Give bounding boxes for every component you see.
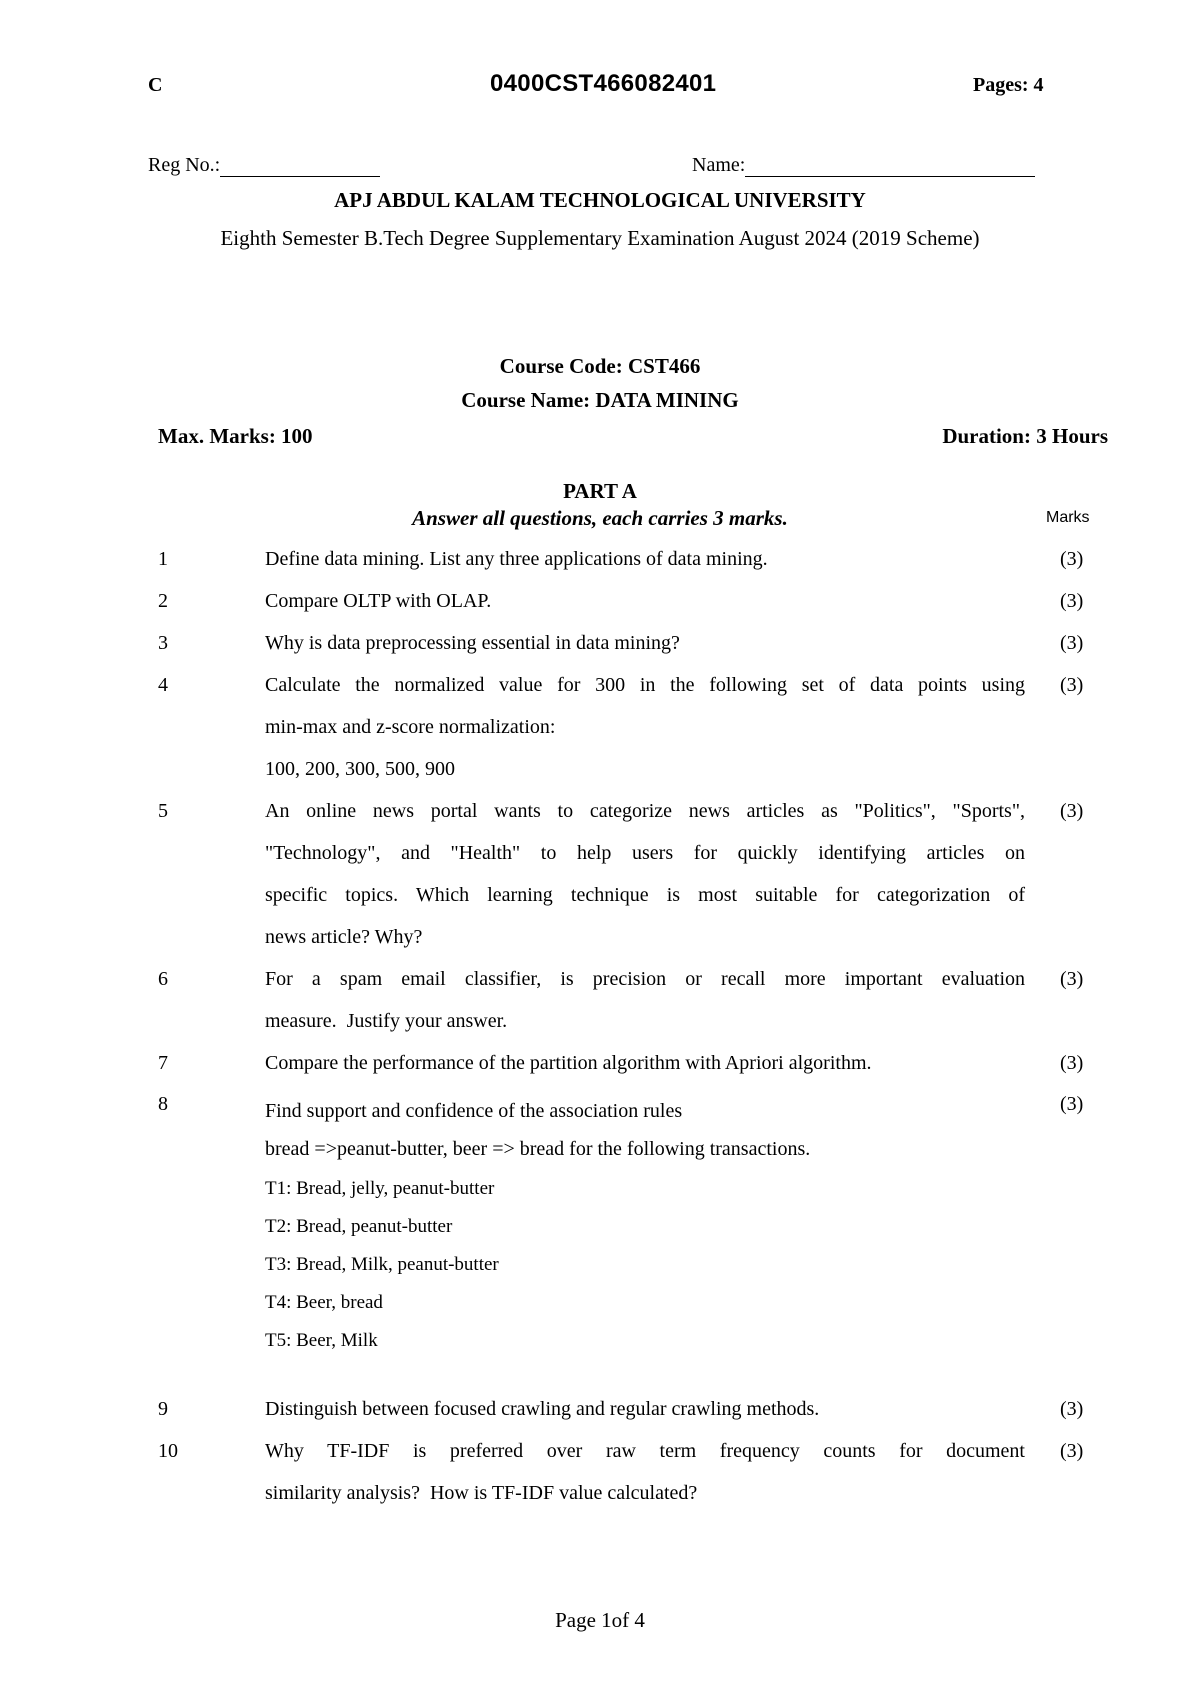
marks-column-header: Marks [1046, 509, 1090, 526]
question-marks: (3) [1060, 1093, 1084, 1115]
question-line: bread =>peanut-butter, beer => bread for the following transactions. [265, 1138, 811, 1160]
question-text [265, 664, 1025, 790]
transaction-line: T3: Bread, Milk, peanut-butter [265, 1254, 499, 1275]
question-line: Compare the performance of the partition algorithm with Apriori algorithm. [265, 1052, 872, 1074]
question-line: Define data mining. List any three applications of data mining. [265, 548, 768, 570]
question-line: Distinguish between focused crawling and regular crawling methods. [265, 1398, 820, 1420]
question-marks: (3) [1060, 968, 1084, 990]
max-marks: Max. Marks: 100 [158, 424, 313, 448]
page-count: Pages: 4 [973, 74, 1044, 96]
question-number: 9 [158, 1398, 168, 1420]
reg-no-field [148, 154, 380, 177]
university-title: APJ ABDUL KALAM TECHNOLOGICAL UNIVERSITY [334, 188, 866, 212]
question-line: specific topics. Which learning technique is most suitable for categorization of [265, 884, 1025, 906]
question-marks: (3) [1060, 800, 1084, 822]
question-line: measure. Justify your answer. [265, 1010, 508, 1032]
course-code: Course Code: CST466 [499, 354, 701, 378]
question-marks: (3) [1060, 632, 1084, 654]
question-line: similarity analysis? How is TF-IDF value calculated? [265, 1482, 698, 1504]
question-line: Why is data preprocessing essential in data mining? [265, 632, 680, 654]
transaction-line: T5: Beer, Milk [265, 1330, 378, 1351]
name-label: Name: [692, 154, 746, 176]
question-text [265, 622, 1025, 664]
part-instruction: Answer all questions, each carries 3 marks. [412, 506, 788, 530]
duration: Duration: 3 Hours [942, 424, 1108, 448]
question-marks: (3) [1060, 1440, 1084, 1462]
question-line: 100, 200, 300, 500, 900 [265, 758, 455, 780]
question-text [265, 538, 1025, 580]
question-number: 10 [158, 1440, 178, 1462]
page-footer: Page 1of 4 [555, 1608, 645, 1632]
question-line: Find support and confidence of the association rules [265, 1100, 683, 1122]
paper-code: 0400CST466082401 [490, 70, 717, 97]
question-marks: (3) [1060, 548, 1084, 570]
question-line: Why TF-IDF is preferred over raw term frequency counts for document [265, 1440, 1025, 1462]
question-text [265, 790, 1025, 958]
question-number: 4 [158, 674, 168, 696]
set-code: C [148, 74, 163, 96]
question-line: Calculate the normalized value for 300 in the following set of data points using [265, 674, 1025, 696]
question-marks: (3) [1060, 674, 1084, 696]
question-text [265, 1388, 1025, 1430]
question-text [265, 1100, 1025, 1370]
name-field [692, 154, 1035, 177]
question-line: min-max and z-score normalization: [265, 716, 556, 738]
transaction-line: T4: Beer, bread [265, 1292, 383, 1313]
question-number: 1 [158, 548, 168, 570]
question-number: 3 [158, 632, 168, 654]
question-line: Compare OLTP with OLAP. [265, 590, 492, 612]
question-text [265, 958, 1025, 1042]
question-number: 2 [158, 590, 168, 612]
question-line: news article? Why? [265, 926, 423, 948]
name-blank [745, 158, 1035, 177]
question-text [265, 1430, 1025, 1514]
reg-no-blank [220, 158, 380, 177]
question-text [265, 580, 1025, 622]
course-name: Course Name: DATA MINING [461, 388, 739, 412]
question-number: 6 [158, 968, 168, 990]
question-text [265, 1042, 1025, 1084]
question-marks: (3) [1060, 1398, 1084, 1420]
question-marks: (3) [1060, 590, 1084, 612]
question-number: 5 [158, 800, 168, 822]
question-number: 7 [158, 1052, 168, 1074]
question-line: For a spam email classifier, is precision or recall more important evaluation [265, 968, 1025, 990]
question-line: An online news portal wants to categorize news articles as "Politics", "Sports", [265, 800, 1025, 822]
question-marks: (3) [1060, 1052, 1084, 1074]
transaction-line: T1: Bread, jelly, peanut-butter [265, 1178, 495, 1199]
transaction-line: T2: Bread, peanut-butter [265, 1216, 453, 1237]
question-number: 8 [158, 1093, 168, 1115]
exam-title: Eighth Semester B.Tech Degree Supplementary Examination August 2024 (2019 Scheme) [220, 226, 980, 250]
question-line: "Technology", and "Health" to help users for quickly identifying articles on [265, 842, 1025, 864]
part-title: PART A [563, 479, 637, 503]
reg-no-label: Reg No.: [148, 154, 221, 176]
